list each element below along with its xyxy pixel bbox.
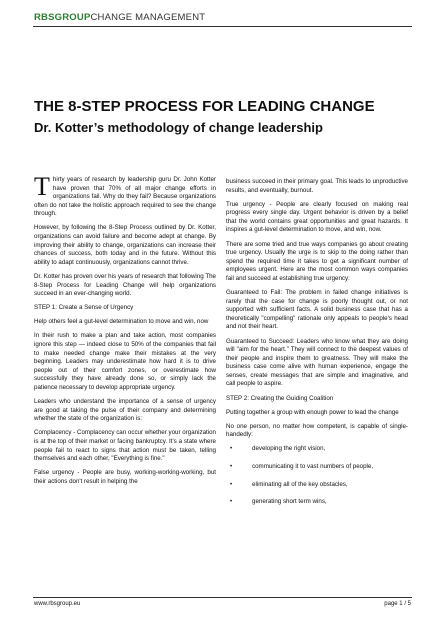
- list-item: • generating short term wins,: [226, 498, 408, 507]
- header-section: CHANGE MANAGEMENT: [90, 12, 206, 23]
- paragraph: Guaranteed to Fail: The problem in failed change initiatives is rarely that the case for change is poorly thought out, or not supported with sufficient facts. A solid business case that has a theoretically "compelling" rationale only appeals to people's head and not their heart.: [226, 289, 408, 331]
- page-header: [34, 12, 205, 23]
- intro-text: hirty years of research by leadership guru Dr. John Kotter have proven that 70% of all major change efforts in organizations fail. Why do they fail? Because organizations often do not take the holistic approach required to see the change through.: [34, 176, 216, 218]
- paragraph: True urgency - People are clearly focused on making real progress every single day. Urgent behavior is driven by a belief that the world contains great opportunities and great hazards. It inspires a gut-level determination to move, and win, now.: [226, 200, 408, 234]
- list-item: • communicating it to vast numbers of people,: [226, 463, 408, 472]
- drop-cap: T: [34, 172, 50, 201]
- page-number: page 1 / 5: [384, 601, 411, 607]
- paragraph: Dr. Kotter has proven over his years of research that following The 8-Step Process for Leading Change will help organizations succeed in an ever-changing world.: [34, 272, 216, 298]
- right-column: [226, 178, 408, 516]
- header-divider: [33, 26, 412, 27]
- page-title: THE 8-STEP PROCESS FOR LEADING CHANGE: [34, 98, 375, 115]
- intro-paragraph: [34, 172, 216, 219]
- page-subtitle: Dr. Kotter’s methodology of change leadership: [34, 120, 323, 135]
- paragraph: business succeed in their primary goal. This leads to unproductive results, and eventually, burnout.: [226, 178, 408, 194]
- paragraph: There are some tried and true ways companies go about creating true urgency. Usually the urge is to skip to the doing rather than spend the required time it takes to get a significant number of employees urgent. Here are the most common ways companies fail and succeed at establishing true urgency:: [226, 240, 408, 282]
- paragraph: In their rush to make a plan and take action, most companies ignore this step — indeed close to 50% of the companies that fail to make needed change make their mistakes at the very beginning. Leaders may underestimate how hard it is to drive people out of their comfort zones, or overestimate how successfully they have already done so, or simply lack the patience necessary to develop appropriate urgency.: [34, 332, 216, 391]
- paragraph: Guaranteed to Succeed: Leaders who know what they are doing will "aim for the heart." They will connect to the deepest values of their people and inspire them to greatness. They will make the business case come alive with human experience, engage the senses, create messages that are simple and imaginative, and call people to aspire.: [226, 337, 408, 388]
- paragraph: However, by following the 8-Step Process outlined by Dr. Kotter, organizations can avoid failure and become adept at change. By improving their ability to change, organizations can increase their chances of success, both today and in the future. Without this ability to adapt continuously, organizations cannot thrive.: [34, 224, 216, 266]
- list-item: • eliminating all of the key obstacles,: [226, 481, 408, 490]
- paragraph: No one person, no matter how competent, is capable of single-handedly:: [226, 422, 408, 439]
- step-heading: STEP 1: Create a Sense of Urgency: [34, 304, 134, 312]
- paragraph: Complacency - Complacency can occur whether your organization is at the top of their market or facing bankruptcy. It’s a state where people fail to react to signs that action must be taken, telling themselves and each other, "Everything is fine.": [34, 429, 216, 463]
- step-heading: STEP 2: Creating the Guiding Coalition: [226, 394, 334, 402]
- bullet-list: [226, 445, 408, 506]
- paragraph: Help others feel a gut-level determination to move and win, now: [34, 318, 209, 326]
- brand-logo: RBSGROUP: [34, 12, 91, 23]
- paragraph: False urgency - People are busy, working-working-working, but their actions don't result in helping the: [34, 469, 216, 485]
- footer-divider: [33, 597, 412, 598]
- paragraph: Putting together a group with enough power to lead the change: [226, 408, 399, 416]
- list-item: • developing the right vision,: [226, 445, 408, 454]
- footer-url: www.rbsgroup.eu: [34, 601, 81, 607]
- paragraph: Leaders who understand the importance of a sense of urgency are good at taking the pulse of their company and determining whether the state of the organization is:: [34, 398, 216, 423]
- left-column: [34, 172, 216, 492]
